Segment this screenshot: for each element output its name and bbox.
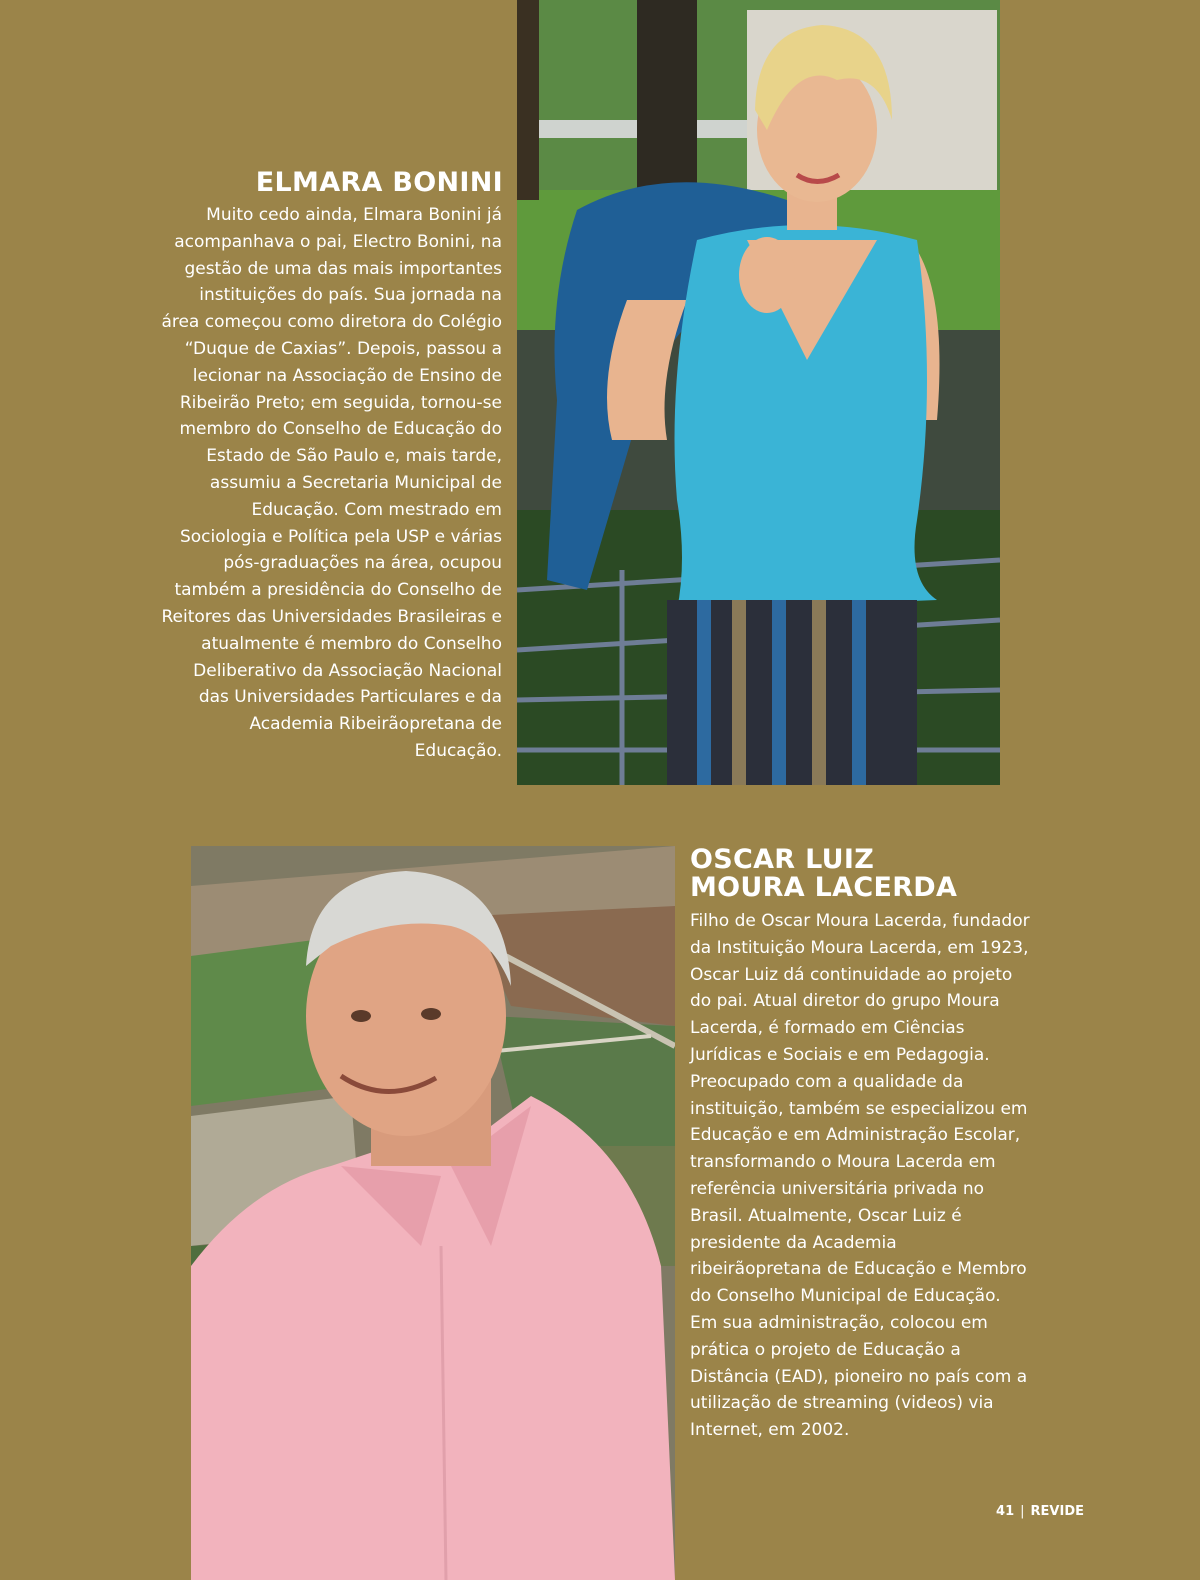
oscar-name-line-1: OSCAR LUIZ [690,844,875,875]
elmara-bonini-name: ELMARA BONINI [255,167,503,198]
page-folio [996,1504,1084,1519]
oscar-photo-illustration [191,846,675,1580]
elmara-bonini-bio: Muito cedo ainda, Elmara Bonini já acompanhava o pai, Electro Bonini, na gestão de uma das mais importantes instituições do país. Sua jornada na área começou como diretora do Colégio “Duque de Caxias”. Depois, passou a lecionar na Associação de Ensino de Ribeirão Preto; em seguida, tornou-se membro do Conselho de Educação do Estado de São Paulo e, mais tarde, assumiu a Secretaria Municipal de Educação. Com mestrado em Sociologia e Política pela USP e várias pós-graduações na área, ocupou também a presidência do Conselho de Reitores das Universidades Brasileiras e atualmente é membro do Conselho Deliberativo da Associação Nacional das Universidades Particulares e da Academia Ribeirãopretana de Educação. [161,205,502,761]
elmara-bonini-photo [517,0,1000,785]
page-number: 41 [996,1504,1015,1519]
oscar-name-line-2: MOURA LACERDA [690,872,958,903]
oscar-luiz-moura-lacerda-name [690,846,1010,902]
oscar-luiz-photo [191,846,675,1580]
folio-separator: | [1020,1504,1025,1519]
elmara-photo-illustration [517,0,1000,785]
oscar-luiz-bio: Filho de Oscar Moura Lacerda, fundador da Instituição Moura Lacerda, em 1923, Oscar Luiz dá continuidade ao projeto do pai. Atual diretor do grupo Moura Lacerda, é formado em Ciências Jurídicas e Sociais e em Pedagogia. Preocupado com a qualidade da instituição, também se especializou em Educação e em Administração Escolar, transformando o Moura Lacerda em referência universitária privada no Brasil. Atualmente, Oscar Luiz é presidente da Academia ribeirãopretana de Educação e Membro do Conselho Municipal de Educação. Em sua administração, colocou em prática o projeto de Educação a Distância (EAD), pioneiro no país com a utilização de streaming (videos) via Internet, em 2002. [690,911,1030,1441]
publication-name: REVIDE [1030,1504,1084,1519]
